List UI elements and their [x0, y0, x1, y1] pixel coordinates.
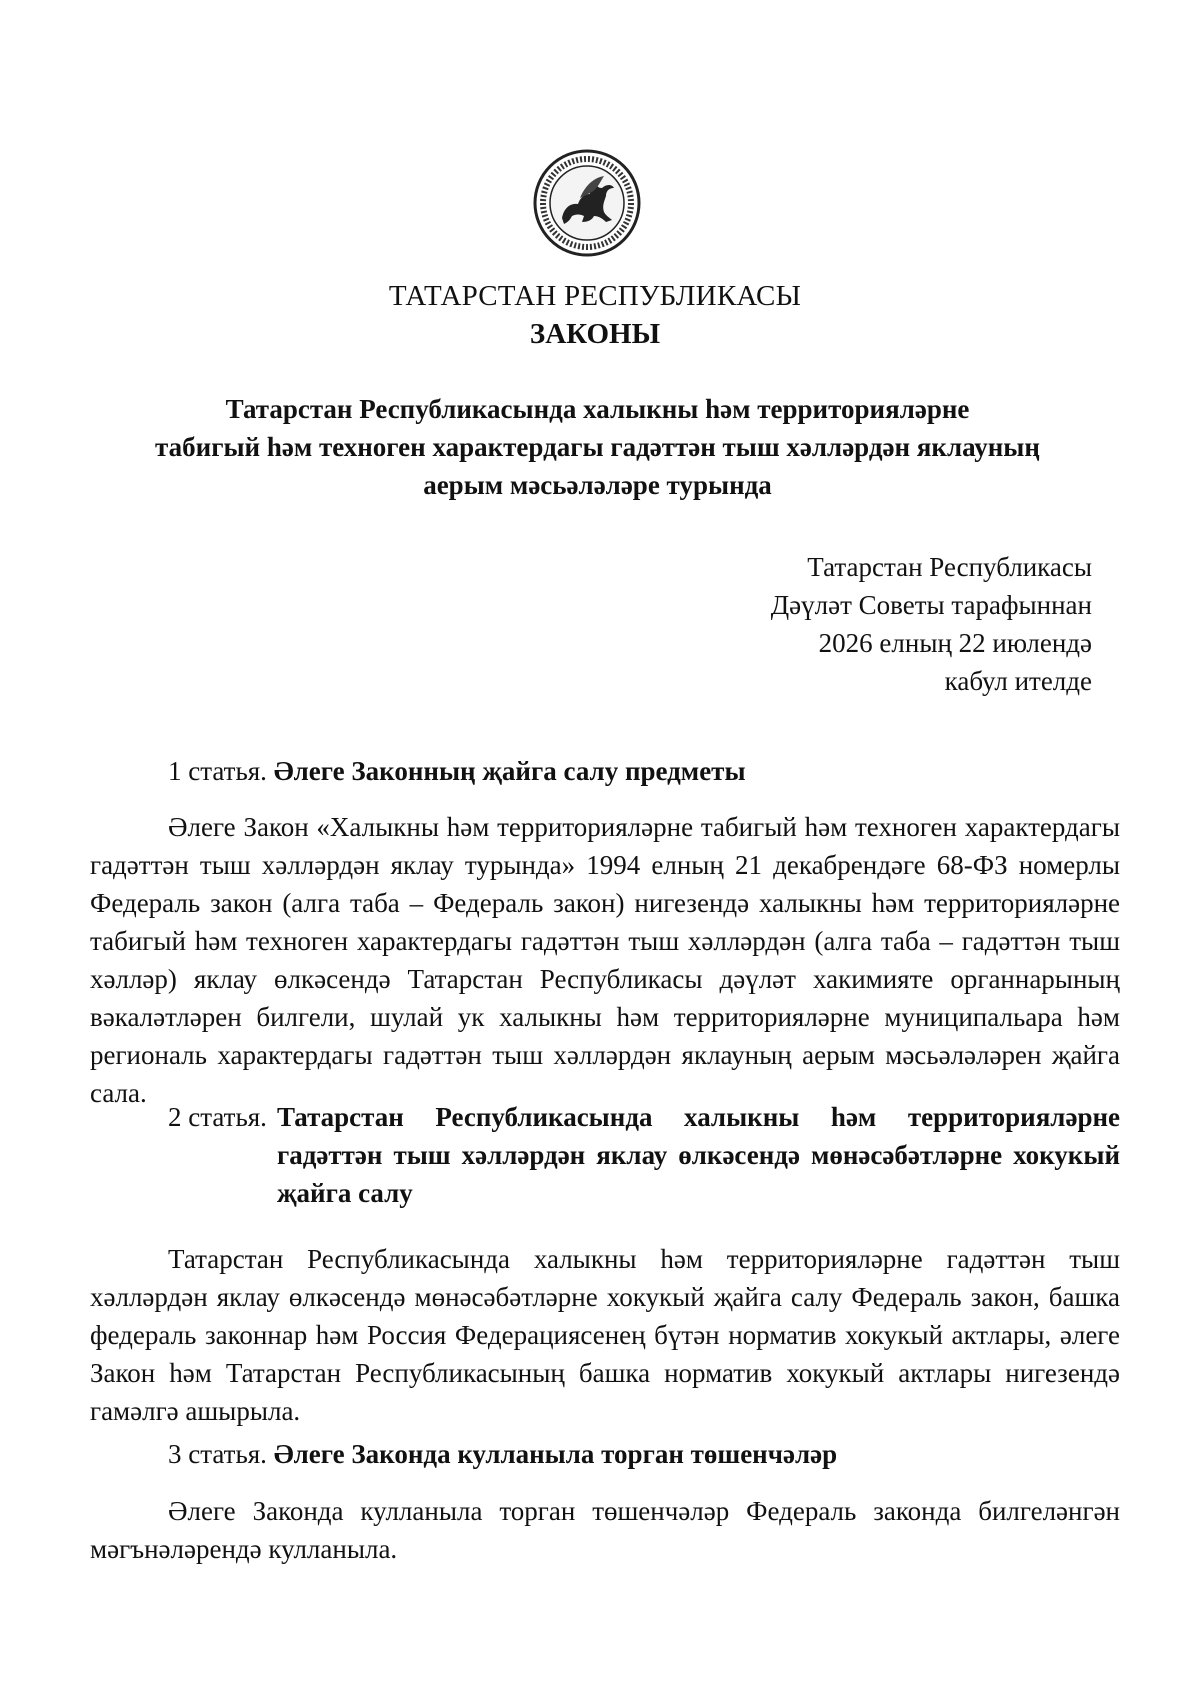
law-title-line: табигый һәм техноген характердагы гадәттән тыш хәлләрдән яклауның [155, 432, 1040, 462]
law-title-line: Татарстан Республикасында халыкны һәм территорияләрне [225, 394, 970, 424]
adoption-line: Татарстан Республикасы [807, 552, 1092, 582]
article-title: Әлеге Законның җайга салу предметы [273, 756, 746, 786]
article-1-heading [168, 752, 1118, 790]
law-title-line: аерым мәсьәләләре турында [423, 470, 772, 500]
article-3-text: Әлеге Законда кулланыла торган төшенчәләр Федераль законда билгеләнгән мәгънәләрендә кулланыла. [90, 1496, 1120, 1564]
article-title: Татарстан Республикасында халыкны һәм территорияләрне гадәттән тыш хәлләрдән яклау өлкәсендә мөнәсәбәтләрне хокукый җайга салу [276, 1102, 1120, 1208]
article-number: 3 статья. [168, 1439, 267, 1469]
document-type-heading: ЗАКОНЫ [529, 318, 661, 350]
adoption-line: Дәүләт Советы тарафыннан [770, 590, 1092, 620]
tatarstan-coat-of-arms-icon [532, 148, 642, 258]
article-1-text: Әлеге Закон «Халыкны һәм территорияләрне табигый һәм техноген характердагы гадәттән тыш хәлләрдән яклау турында» 1994 елның 21 декабрендәге 68-ФЗ номерлы Федераль закон (алга таба – Федераль закон) нигезендә халыкны һәм территорияләрне табигый һәм техноген характердагы гадәттән тыш хәлләрдән (алга таба – гадәттән тыш хәлләр) яклау өлкәсендә Татарстан Республикасы дәүләт хакимияте органнарының вәкаләтләрен билгели, шулай ук халыкны һәм территорияләрне муниципальара һәм региональ характердагы гадәттән тыш хәлләрдән яклауның аерым мәсьәләләрен җайга сала. [90, 812, 1120, 1108]
adoption-note [771, 548, 1092, 700]
article-number: 1 статья. [168, 756, 267, 786]
article-2-text: Татарстан Республикасында халыкны һәм территорияләрне гадәттән тыш хәлләрдән яклау өлкәсендә мөнәсәбәтләрне хокукый җайга салу Федераль закон, башка федераль законнар һәм Россия Федерациясенең бүтән норматив хокукый актлары, әлеге Закон һәм Татарстан Республикасының башка норматив хокукый актлары нигезендә гамәлгә ашырыла. [90, 1244, 1120, 1426]
article-title: Әлеге Законда кулланыла торган төшенчәләр [273, 1439, 838, 1469]
republic-heading: ТАТАРСТАН РЕСПУБЛИКАСЫ [388, 280, 802, 312]
article-3-heading [168, 1435, 1118, 1473]
law-title [120, 390, 1075, 504]
article-number: 2 статья. [168, 1102, 267, 1132]
article-2-heading [168, 1098, 1120, 1212]
adoption-line: 2026 елның 22 июлендә [818, 628, 1092, 658]
adoption-line: кабул ителде [944, 666, 1092, 696]
